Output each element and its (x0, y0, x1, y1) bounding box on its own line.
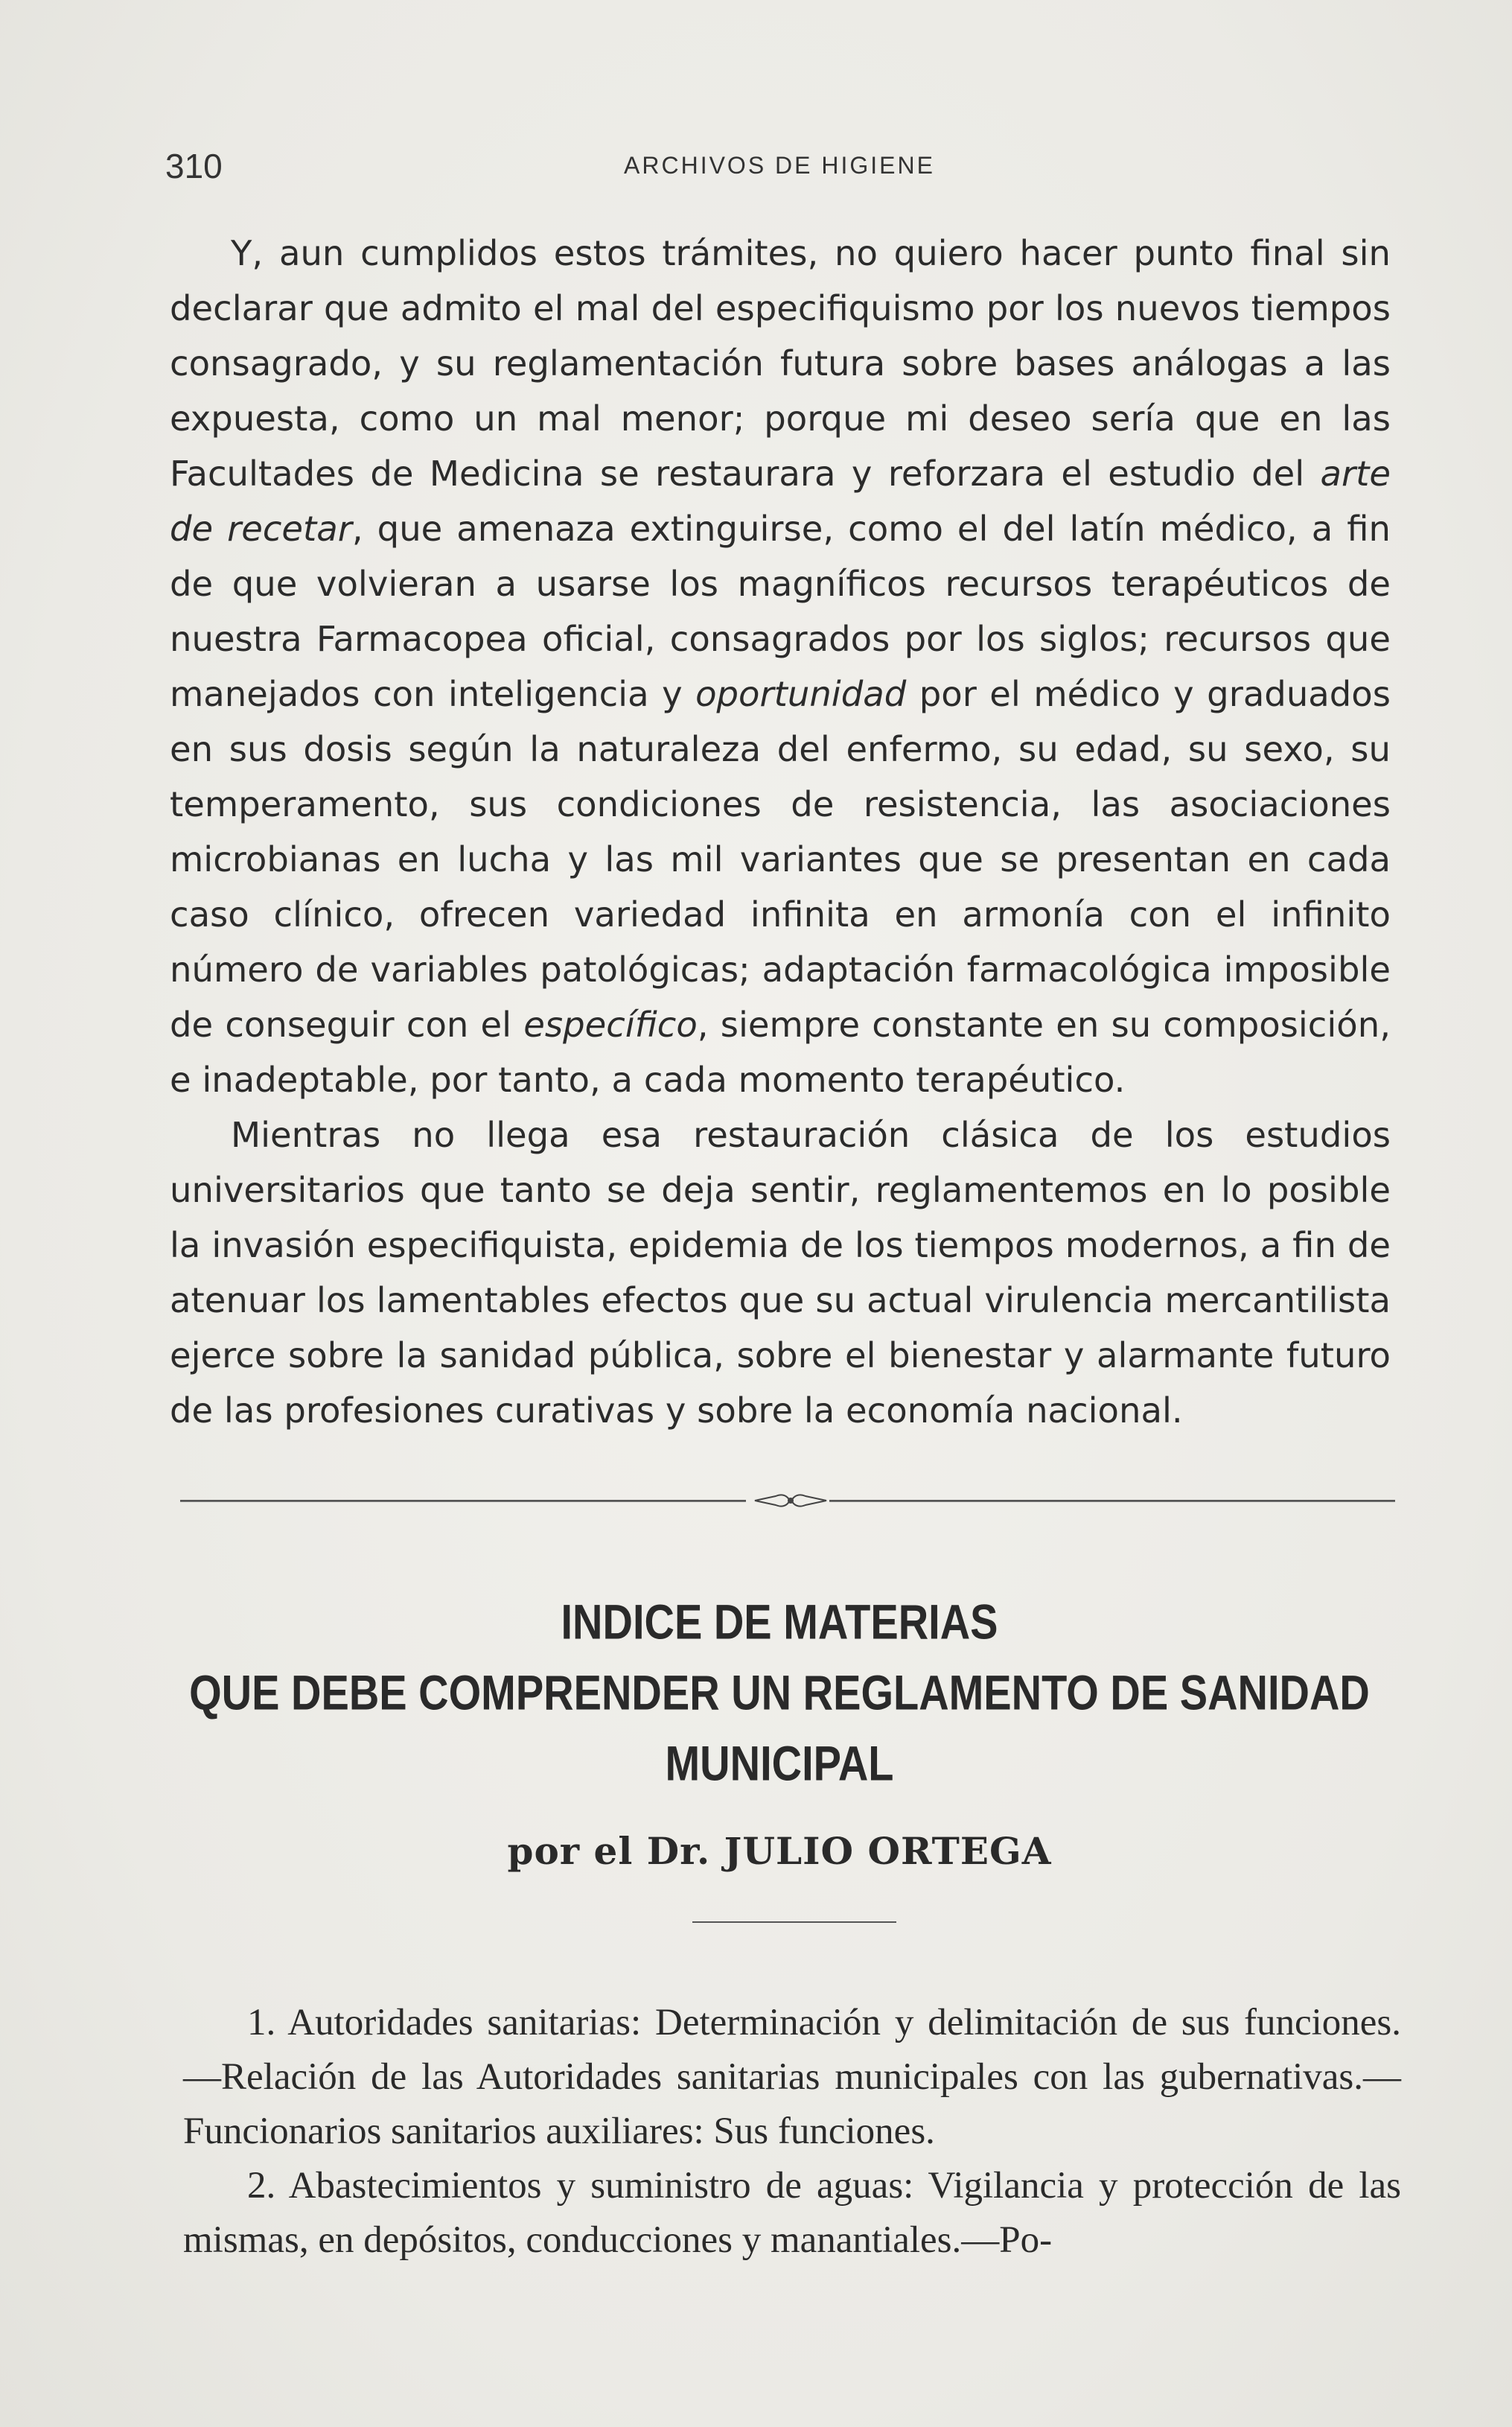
paragraph-2: Mientras no llega esa restauración clásica de los estudios universitarios que tanto se deja sentir, reglamentemos en lo posible la invasión especifiquista, epidemia de los tiempos modernos, a fin de atenuar los lamentables efectos que su actual virulencia mercantilista ejerce sobre la sanidad pública, sobre el bienestar y alarmante futuro de las profesiones curativas y sobre la economía nacional. (170, 1115, 1391, 1431)
paragraph-1-part-b: , que amenaza extinguirse, como el del latín médico, a fin de que volvieran a usarse los magníficos recursos terapéuticos de nuestra Farmacopea oficial, consagrados por los siglos; recursos que manejados con inteligencia y (170, 509, 1391, 714)
list-item: 1. Autoridades sanitarias: Determinación y delimitación de sus funciones.—Relación de las Autoridades sanitarias municipales con las gubernativas.—Funcionarios sanitarios auxiliares: Sus funciones. (183, 2002, 1401, 2152)
emphasis-especifico: específico (523, 1005, 698, 1045)
section-divider (180, 1493, 1395, 1511)
emphasis-arte-de-recetar: arte de recetar (170, 454, 1391, 549)
page-number: 310 (165, 147, 223, 185)
short-rule (692, 1921, 896, 1923)
article-title-line-3: MUNICIPAL (665, 1735, 894, 1791)
running-head: ARCHIVOS DE HIGIENE (624, 152, 935, 179)
divider-line-left (180, 1500, 746, 1502)
body-text (170, 226, 1391, 1438)
divider-line-right (829, 1500, 1395, 1502)
article-title-line-1: INDICE DE MATERIAS (561, 1594, 998, 1650)
list-item: 2. Abastecimientos y suministro de aguas: Vigilancia y protección de las mismas, en depósitos, conducciones y manantiales.—Po- (183, 2165, 1401, 2261)
paragraph-1 (170, 226, 1391, 1107)
ornament-icon (753, 1490, 828, 1511)
emphasis-oportunidad: oportunidad (695, 674, 907, 714)
index-list (183, 1996, 1401, 2268)
article-author: por el Dr. JULIO ORTEGA (507, 1829, 1052, 1873)
paragraph-1-part-d: , siempre constante en su composición, e inadeptable, por tanto, a cada momento terapéutico. (170, 1005, 1391, 1100)
paragraph-1-part-a: Y, aun cumplidos estos trámites, no quiero hacer punto final sin declarar que admito el mal del especifiquismo por los nuevos tiempos consagrado, y su reglamentación futura sobre bases análogas a las expuesta, como un mal menor; porque mi deseo sería que en las Facultades de Medicina se restaurara y reforzara el estudio del (170, 233, 1391, 494)
article-title-line-2: QUE DEBE COMPRENDER UN REGLAMENTO DE SANIDAD (189, 1664, 1370, 1720)
paragraph-1-part-c: por el médico y graduados en sus dosis según la naturaleza del enfermo, su edad, su sexo, su temperamento, sus condiciones de resistencia, las asociaciones microbianas en lucha y las mil variantes que se presentan en cada caso clínico, ofrecen variedad infinita en armonía con el infinito número de variables patológicas; adaptación farmacológica imposible de conseguir con el (170, 674, 1391, 1045)
page-header (165, 146, 1394, 191)
